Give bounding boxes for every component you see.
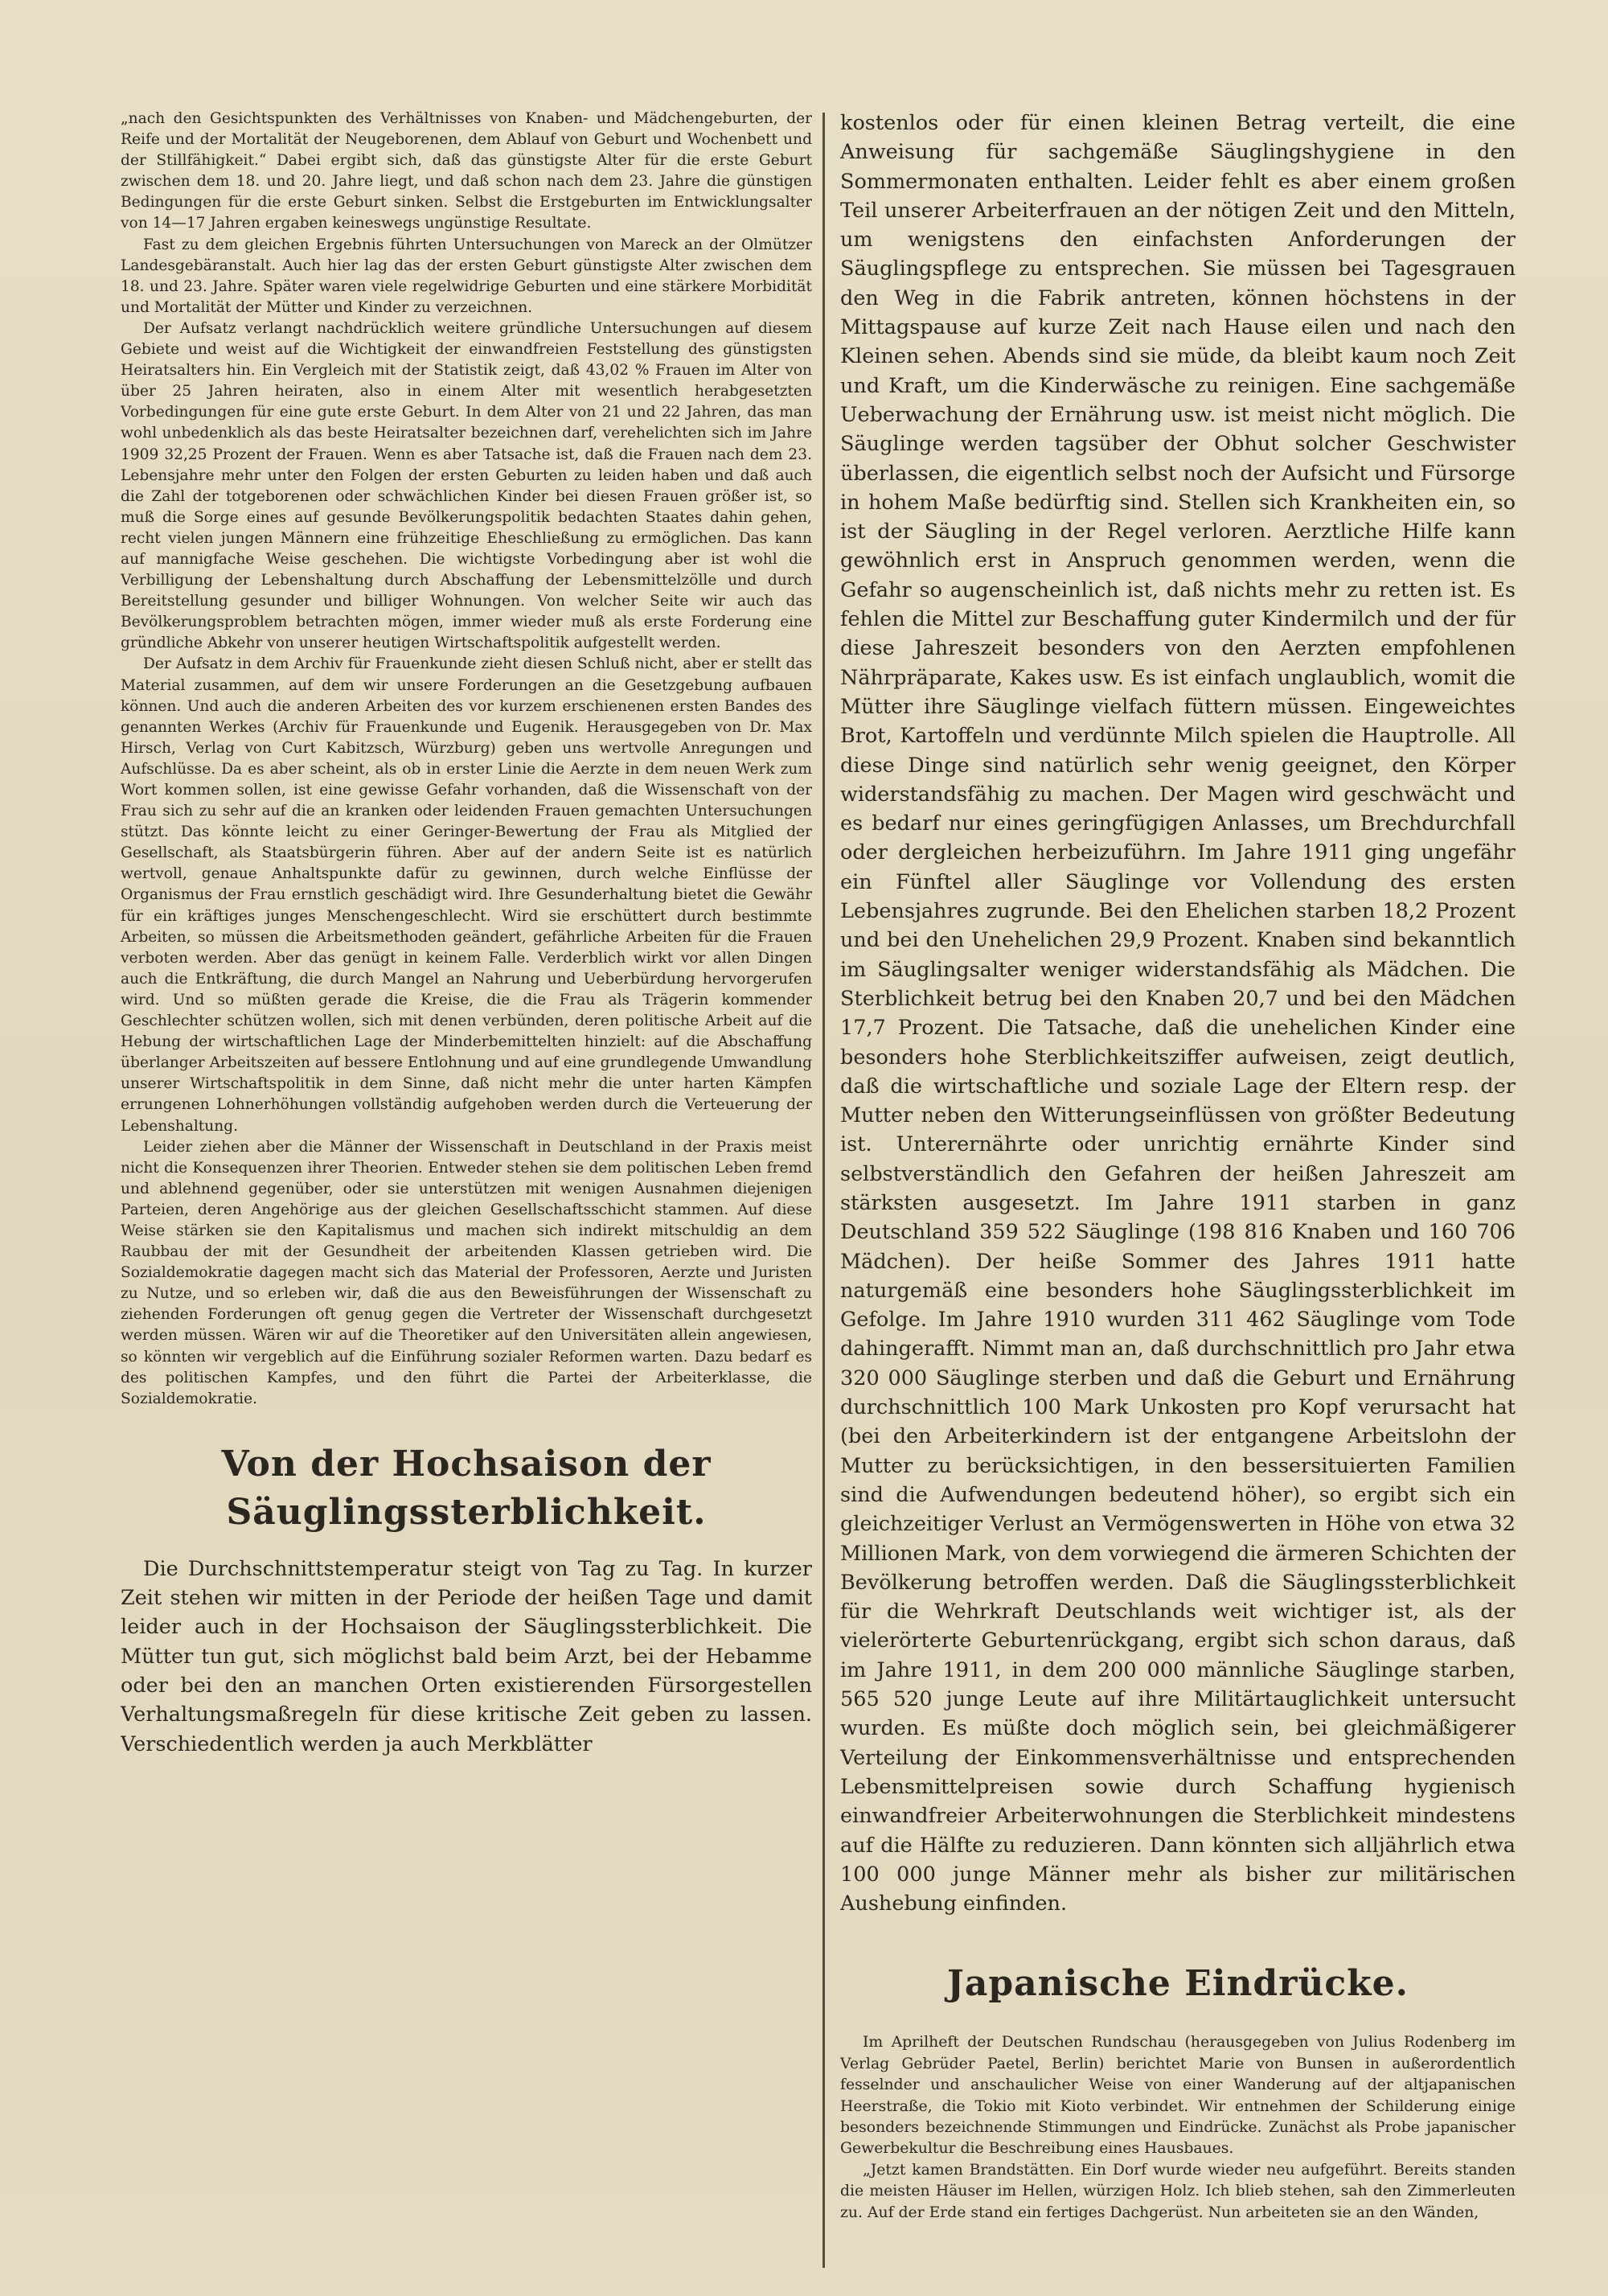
column-divider — [822, 113, 825, 2268]
paragraph: kostenlos oder für einen kleinen Betrag verteilt, die eine Anweisung für sachgemäße Säuglingshygiene in den Sommermonaten enthalten. Leider fehlt es aber einem großen Teil unserer Arbeiterfrauen an der nötigen Zeit und den Mitteln, um wenigstens den einfachsten Anforderungen der Säuglingspflege zu entsprechen. Sie müssen bei Tagesgrauen den Weg in die Fabrik antreten, können höchstens in der Mittagspause auf kurze Zeit nach Hause eilen und nach den Kleinen sehen. Abends sind sie müde, da bleibt kaum noch Zeit und Kraft, um die Kinderwäsche zu reinigen. Eine sachgemäße Ueberwachung der Ernährung usw. ist meist nicht möglich. Die Säuglinge werden tagsüber der Obhut solcher Geschwister überlassen, die eigentlich selbst noch der Aufsicht und Fürsorge in hohem Maße bedürftig sind. Stellen sich Krankheiten ein, so ist der Säugling in der Regel verloren. Aerztliche Hilfe kann gewöhnlich erst in Anspruch genommen werden, wenn die Gefahr so augenscheinlich ist, daß nichts mehr zu retten ist. Es fehlen die Mittel zur Beschaffung guter Kindermilch und der für diese Jahreszeit besonders von den Aerzten empfohlenen Nährpräparate, Kakes usw. Es ist einfach unglaublich, womit die Mütter ihre Säuglinge vielfach füttern müssen. Eingeweichtes Brot, Kartoffeln und verdünnte Milch spielen die Hauptrolle. All diese Dinge sind natürlich sehr wenig geeignet, den Körper widerstandsfähig zu machen. Der Magen wird geschwächt und es bedarf nur eines geringfügigen Anlasses, um Brechdurchfall oder dergleichen herbeizuführn. Im Jahre 1911 ging ungefähr ein Fünftel aller Säuglinge vor Vollendung des ersten Lebensjahres zugrunde. Bei den Ehelichen starben 18,2 Prozent und bei den Unehelichen 29,9 Prozent. Knaben sind bekanntlich im Säuglingsalter weniger widerstandsfähig als Mädchen. Die Sterblichkeit betrug bei den Knaben 20,7 und bei den Mädchen 17,7 Prozent. Die Tatsache, daß die unehelichen Kinder eine besonders hohe Sterblichkeitsziffer aufweisen, zeigt deutlich, daß die wirtschaftliche und soziale Lage der Eltern resp. der Mutter neben den Witterungseinflüssen von größter Bedeutung ist. Unterernährte oder unrichtig ernährte Kinder sind selbstverständlich den Gefahren der heißen Jahreszeit am stärksten ausgesetzt. Im Jahre 1911 starben in ganz Deutschland 359 522 Säuglinge (198 816 Knaben und 160 706 Mädchen). Der heiße Sommer des Jahres 1911 hatte naturgemäß eine besonders hohe Säuglingssterblichkeit im Gefolge. Im Jahre 1910 wurden 311 462 Säuglinge vom Tode dahingerafft. Nimmt man an, daß durchschnittlich pro Jahr etwa 320 000 Säuglinge sterben und daß die Geburt und Ernährung durchschnittlich 100 Mark Unkosten pro Kopf verursacht hat (bei den Arbeiterkindern ist der entgangene Arbeitslohn der Mutter zu berücksichtigen, in den bessersituierten Familien sind die Aufwendungen bedeutend höher), so ergibt sich ein gleichzeitiger Verlust an Vermögenswerten in Höhe von etwa 32 Millionen Mark, von dem vorwiegend die ärmeren Schichten der Bevölkerung betroffen werden. Daß die Säuglingssterblichkeit für die Wehrkraft Deutschlands weit wichtiger ist, als der vielerörterte Geburtenrückgang, ergibt sich schon daraus, daß im Jahre 1911, in dem 200 000 männliche Säuglinge starben, 565 520 junge Leute auf ihre Militärtauglichkeit untersucht wurden. Es müßte doch möglich sein, bei gleichmäßigerer Verteilung der Einkommensverhältnisse und entsprechenden Lebensmittelpreisen sowie durch Schaffung hygienisch einwandfreier Arbeiterwohnungen die Sterblichkeit mindestens auf die Hälfte zu reduzieren. Dann könnten sich alljährlich etwa 100 000 junge Männer mehr als bisher zur militärischen Aushebung einfinden. — [840, 111, 1516, 1916]
article-title: Von der Hochsaison der Säuglingssterblichkeit. — [221, 1443, 712, 1533]
continued-article — [121, 109, 812, 1410]
paragraph: „Jetzt kamen Brandstätten. Ein Dorf wurde wieder neu aufgeführt. Bereits standen die meisten Häuser im Hellen, würzigen Holz. Ich blieb stehen, sah den Zimmerleuten zu. Auf der Erde stand ein fertiges Dachgerüst. Nun arbeiteten sie an den Wänden, — [840, 2161, 1516, 2221]
paragraph: Im Aprilheft der Deutschen Rundschau (herausgegeben von Julius Rodenberg im Verlag Gebrüder Paetel, Berlin) berichtet Marie von Bunsen in außerordentlich fesselnder und anschaulicher Weise von einer Wanderung auf der altjapanischen Heerstraße, die Tokio mit Kioto verbindet. Wir entnehmen der Schilderung einige besonders bezeichnende Stimmungen und Eindrücke. Zunächst als Probe japanischer Gewerbekultur die Beschreibung eines Hausbaues. — [840, 2034, 1516, 2158]
paragraph: Der Aufsatz in dem Archiv für Frauenkunde zieht diesen Schluß nicht, aber er stellt das Material zusammen, auf dem wir unsere Forderungen an die Gesetzgebung aufbauen können. Und auch die anderen Arbeiten des vor kurzem erschienenen ersten Bandes des genannten Werkes (Archiv für Frauenkunde und Eugenik. Herausgegeben von Dr. Max Hirsch, Verlag von Curt Kabitzsch, Würzburg) geben uns wertvolle Anregungen und Aufschlüsse. Da es aber scheint, als ob in erster Linie die Aerzte in dem neuen Werk zum Wort kommen sollen, ist eine gewisse Gefahr vorhanden, daß die Wissenschaft von der Frau sich zu sehr auf die an kranken oder leidenden Frauen gemachten Untersuchungen stützt. Das könnte leicht zu einer Geringer-Bewertung der Frau als Mitglied der Gesellschaft, als Staatsbürgerin führen. Aber auf der andern Seite ist es natürlich wertvoll, genaue Anhaltspunkte dafür zu gewinnen, durch welche Einflüsse der Organismus der Frau ernstlich geschädigt wird. Ihre Gesunderhaltung bietet die Gewähr für ein kräftiges junges Menschengeschlecht. Wird sie erschüttert durch bestimmte Arbeiten, so müssen die Arbeitsmethoden geändert, gefährliche Arbeiten für die Frauen verboten werden. Aber das genügt in keinem Falle. Verderblich wirkt vor allen Dingen auch die Entkräftung, die durch Mangel an Nahrung und Ueberbürdung hervorgerufen wird. Und so müßten gerade die Kreise, die die Frau als Trägerin kommender Geschlechter schützen wollen, sich mit denen verbünden, deren politische Arbeit auf die Hebung der wirtschaftlichen Lage der Minderbemittelten hinzielt: auf die Abschaffung überlanger Arbeitszeiten auf bessere Entlohnung und auf eine grundlegende Umwandlung unserer Wirtschaftspolitik in dem Sinne, daß nicht mehr die unter harten Kämpfen errungenen Lohnerhöhungen vollständig aufgehoben werden durch die Verteuerung der Lebenshaltung. — [121, 655, 812, 1135]
paragraph: „nach den Gesichtspunkten des Verhältnisses von Knaben- und Mädchengeburten, der Reife und der Mortalität der Neugeborenen, dem Ablauf von Geburt und Wochenbett und der Stillfähigkeit.“ Dabei ergibt sich, daß das günstigste Alter für die erste Geburt zwischen dem 18. und 20. Jahre liegt, und daß schon nach dem 23. Jahre die günstigen Bedingungen für die erste Geburt sinken. Selbst die Erstgeburten im Entwicklungsalter von 14—17 Jahren ergaben keineswegs ungünstige Resultate. — [121, 110, 812, 232]
article-title: Japanische Eindrücke. — [947, 1963, 1409, 2005]
paragraph: Die Durchschnittstemperatur steigt von Tag zu Tag. In kurzer Zeit stehen wir mitten in der Periode der heißen Tage und damit leider auch in der Hochsaison der Säuglingssterblichkeit. Die Mütter tun gut, sich möglichst bald beim Arzt, bei der Hebamme oder bei den an manchen Orten existierenden Fürsorgestellen Verhaltungsmaßregeln für diese kritische Zeit geben zu lassen. Verschiedentlich werden ja auch Merkblätter — [121, 1556, 812, 1756]
paragraph: Der Aufsatz verlangt nachdrücklich weitere gründliche Untersuchungen auf diesem Gebiete und weist auf die Wichtigkeit der einwandfreien Feststellung des günstigsten Heiratsalters hin. Ein Vergleich mit der Statistik zeigt, daß 43,02 % Frauen im Alter von über 25 Jahren heiraten, also in einem Alter mit wesentlich herabgesetzten Vorbedingungen für eine gute erste Geburt. In dem Alter von 21 und 22 Jahren, das man wohl unbedenklich als das beste Heiratsalter bezeichnen darf, verehelichten sich im Jahre 1909 32,25 Prozent der Frauen. Wenn es aber Tatsache ist, daß die Frauen nach dem 23. Lebensjahre mehr unter den Folgen der ersten Geburten zu leiden haben und daß auch die Zahl der totgeborenen oder schwächlichen Kinder bei diesen Frauen größer ist, so muß die Sorge eines auf gesunde Bevölkerungspolitik bedachten Staates dahin gehen, recht vielen jungen Männern eine frühzeitige Eheschließung zu ermöglichen. Das kann auf mannigfache Weise geschehen. Die wichtigste Vorbedingung aber ist wohl die Verbilligung der Lebenshaltung durch Abschaffung der Lebensmittelzölle und durch Bereitstellung gesunder und billiger Wohnungen. Von welcher Seite wir auch das Bevölkerungsproblem betrachten mögen, immer wieder muß als erste Forderung eine gründliche Abkehr von unserer heutigen Wirtschaftspolitik aufgestellt werden. — [121, 319, 812, 652]
right-column — [840, 109, 1516, 2264]
article-saeuglingssterblichkeit — [121, 1440, 812, 1759]
continued-article — [840, 109, 1516, 1918]
paragraph: Leider ziehen aber die Männer der Wissenschaft in Deutschland in der Praxis meist nicht die Konsequenzen ihrer Theorien. Entweder stehen sie dem politischen Leben fremd und ablehnend gegenüber, oder sie unterstützen mit wenigen Ausnahmen diejenigen Parteien, deren Angehörige aus der gleichen Gesellschaftsschicht stammen. Auf diese Weise stärken sie den Kapitalismus und machen sich indirekt mitschuldig an dem Raubbau der mit der Gesundheit der arbeitenden Klassen getrieben wird. Die Sozialdemokratie dagegen macht sich das Material der Professoren, Aerzte und Juristen zu Nutze, und so erleben wir, daß die aus den Beweisführungen der Wissenschaft zu ziehenden Forderungen oft genug gegen die Vertreter der Wissenschaft durchgesetzt werden müssen. Wären wir auf die Theoretiker auf den Universitäten allein angewiesen, so könnten wir vergeblich auf die Einführung sozialer Reformen warten. Dazu bedarf es des politischen Kampfes, und den führt die Partei der Arbeiterklasse, die Sozialdemokratie. — [121, 1138, 812, 1407]
article-japanische-eindruecke — [840, 1960, 1516, 2224]
paragraph: Fast zu dem gleichen Ergebnis führten Untersuchungen von Mareck an der Olmützer Landesgebäranstalt. Auch hier lag das der ersten Geburt günstigste Alter zwischen dem 18. und 23. Jahre. Später waren viele regelwidrige Geburten und eine stärkere Morbidität und Mortalität der Mütter und Kinder zu verzeichnen. — [121, 236, 812, 316]
left-column — [121, 109, 812, 2264]
